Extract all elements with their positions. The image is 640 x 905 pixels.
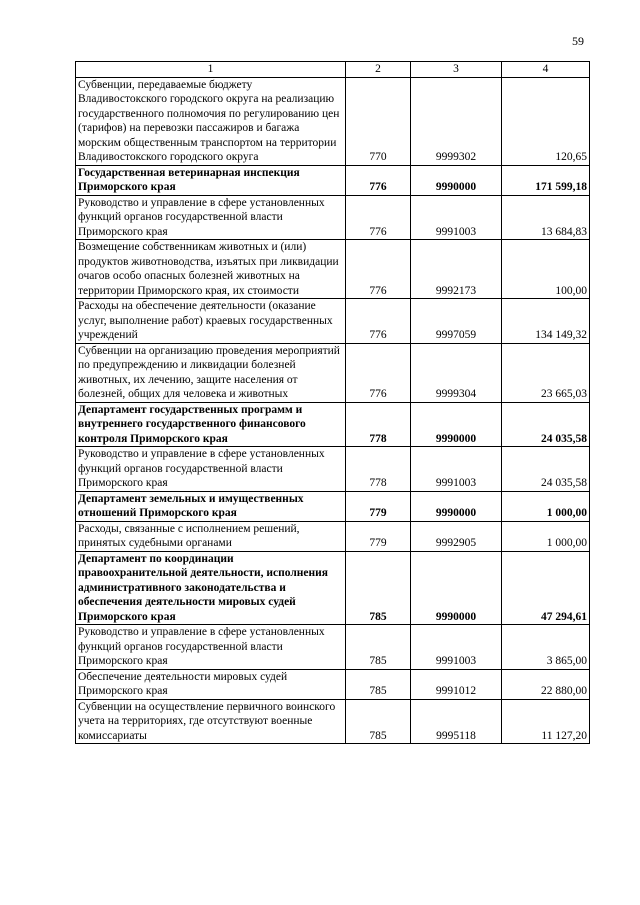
row-name-cell: Расходы на обеспечение деятельности (оказание услуг, выполнение работ) краевых государственных учреждений	[76, 299, 346, 344]
row-name-cell: Руководство и управление в сфере установленных функций органов государственной власти Приморского края	[76, 447, 346, 492]
row-code-cell: 9995118	[411, 699, 502, 744]
row-ministry-cell: 770	[346, 77, 411, 165]
row-amount-cell: 24 035,58	[502, 402, 590, 447]
row-name-cell: Обеспечение деятельности мировых судей Приморского края	[76, 669, 346, 699]
table-row	[76, 402, 590, 447]
row-amount-cell: 100,00	[502, 240, 590, 299]
row-ministry-cell: 785	[346, 551, 411, 625]
table-row	[76, 699, 590, 744]
row-ministry-cell: 776	[346, 195, 411, 240]
row-amount-cell: 47 294,61	[502, 551, 590, 625]
row-amount-cell: 22 880,00	[502, 669, 590, 699]
row-name-cell: Руководство и управление в сфере установленных функций органов государственной власти Приморского края	[76, 195, 346, 240]
column-header: 1	[76, 62, 346, 78]
row-ministry-cell: 776	[346, 165, 411, 195]
budget-table	[75, 61, 590, 744]
row-code-cell: 9997059	[411, 299, 502, 344]
row-code-cell: 9990000	[411, 491, 502, 521]
row-ministry-cell: 779	[346, 521, 411, 551]
row-amount-cell: 120,65	[502, 77, 590, 165]
table-row	[76, 195, 590, 240]
row-code-cell: 9999302	[411, 77, 502, 165]
row-name-cell: Субвенции, передаваемые бюджету Владивостокского городского округа на реализацию государственного полномочия по регулированию цен (тарифов) на перевозки пассажиров и багажа морским общественным транспортом на территории Владивостокского городского округа	[76, 77, 346, 165]
row-amount-cell: 1 000,00	[502, 491, 590, 521]
row-amount-cell: 23 665,03	[502, 343, 590, 402]
row-ministry-cell: 776	[346, 240, 411, 299]
table-row	[76, 491, 590, 521]
row-name-cell: Государственная ветеринарная инспекция Приморского края	[76, 165, 346, 195]
row-amount-cell: 3 865,00	[502, 625, 590, 670]
row-name-cell: Субвенции на осуществление первичного воинского учета на территориях, где отсутствуют военные комиссариаты	[76, 699, 346, 744]
row-ministry-cell: 776	[346, 299, 411, 344]
row-name-cell: Департамент земельных и имущественных отношений Приморского края	[76, 491, 346, 521]
row-name-cell: Руководство и управление в сфере установленных функций органов государственной власти Приморского края	[76, 625, 346, 670]
column-header: 4	[502, 62, 590, 78]
table-row	[76, 77, 590, 165]
column-header: 3	[411, 62, 502, 78]
row-code-cell: 9991012	[411, 669, 502, 699]
row-amount-cell: 134 149,32	[502, 299, 590, 344]
table-row	[76, 299, 590, 344]
row-name-cell: Возмещение собственникам животных и (или) продуктов животноводства, изъятых при ликвидации очагов особо опасных болезней животных на территории Приморского края, их стоимости	[76, 240, 346, 299]
row-ministry-cell: 779	[346, 491, 411, 521]
row-code-cell: 9990000	[411, 551, 502, 625]
row-code-cell: 9991003	[411, 625, 502, 670]
table-row	[76, 625, 590, 670]
row-amount-cell: 171 599,18	[502, 165, 590, 195]
row-ministry-cell: 776	[346, 343, 411, 402]
row-code-cell: 9992173	[411, 240, 502, 299]
row-name-cell: Субвенции на организацию проведения мероприятий по предупреждению и ликвидации болезней животных, их лечению, защите населения от болезней, общих для человека и животных	[76, 343, 346, 402]
row-code-cell: 9992905	[411, 521, 502, 551]
row-code-cell: 9999304	[411, 343, 502, 402]
row-name-cell: Департамент по координации правоохранительной деятельности, исполнения административного законодательства и обеспечения деятельности мировых судей Приморского края	[76, 551, 346, 625]
row-name-cell: Расходы, связанные с исполнением решений, принятых судебными органами	[76, 521, 346, 551]
row-amount-cell: 1 000,00	[502, 521, 590, 551]
row-amount-cell: 13 684,83	[502, 195, 590, 240]
table-row	[76, 240, 590, 299]
row-ministry-cell: 778	[346, 447, 411, 492]
row-code-cell: 9991003	[411, 447, 502, 492]
table-body	[76, 77, 590, 744]
row-ministry-cell: 778	[346, 402, 411, 447]
row-code-cell: 9990000	[411, 402, 502, 447]
page-number: 59	[572, 34, 584, 48]
row-ministry-cell: 785	[346, 699, 411, 744]
row-code-cell: 9990000	[411, 165, 502, 195]
row-amount-cell: 24 035,58	[502, 447, 590, 492]
row-ministry-cell: 785	[346, 625, 411, 670]
row-amount-cell: 11 127,20	[502, 699, 590, 744]
table-row	[76, 669, 590, 699]
table-row	[76, 165, 590, 195]
row-ministry-cell: 785	[346, 669, 411, 699]
table-row	[76, 521, 590, 551]
table-row	[76, 447, 590, 492]
table-row	[76, 551, 590, 625]
table-header-row	[76, 62, 590, 78]
row-name-cell: Департамент государственных программ и внутреннего государственного финансового контроля Приморского края	[76, 402, 346, 447]
row-code-cell: 9991003	[411, 195, 502, 240]
column-header: 2	[346, 62, 411, 78]
table-row	[76, 343, 590, 402]
